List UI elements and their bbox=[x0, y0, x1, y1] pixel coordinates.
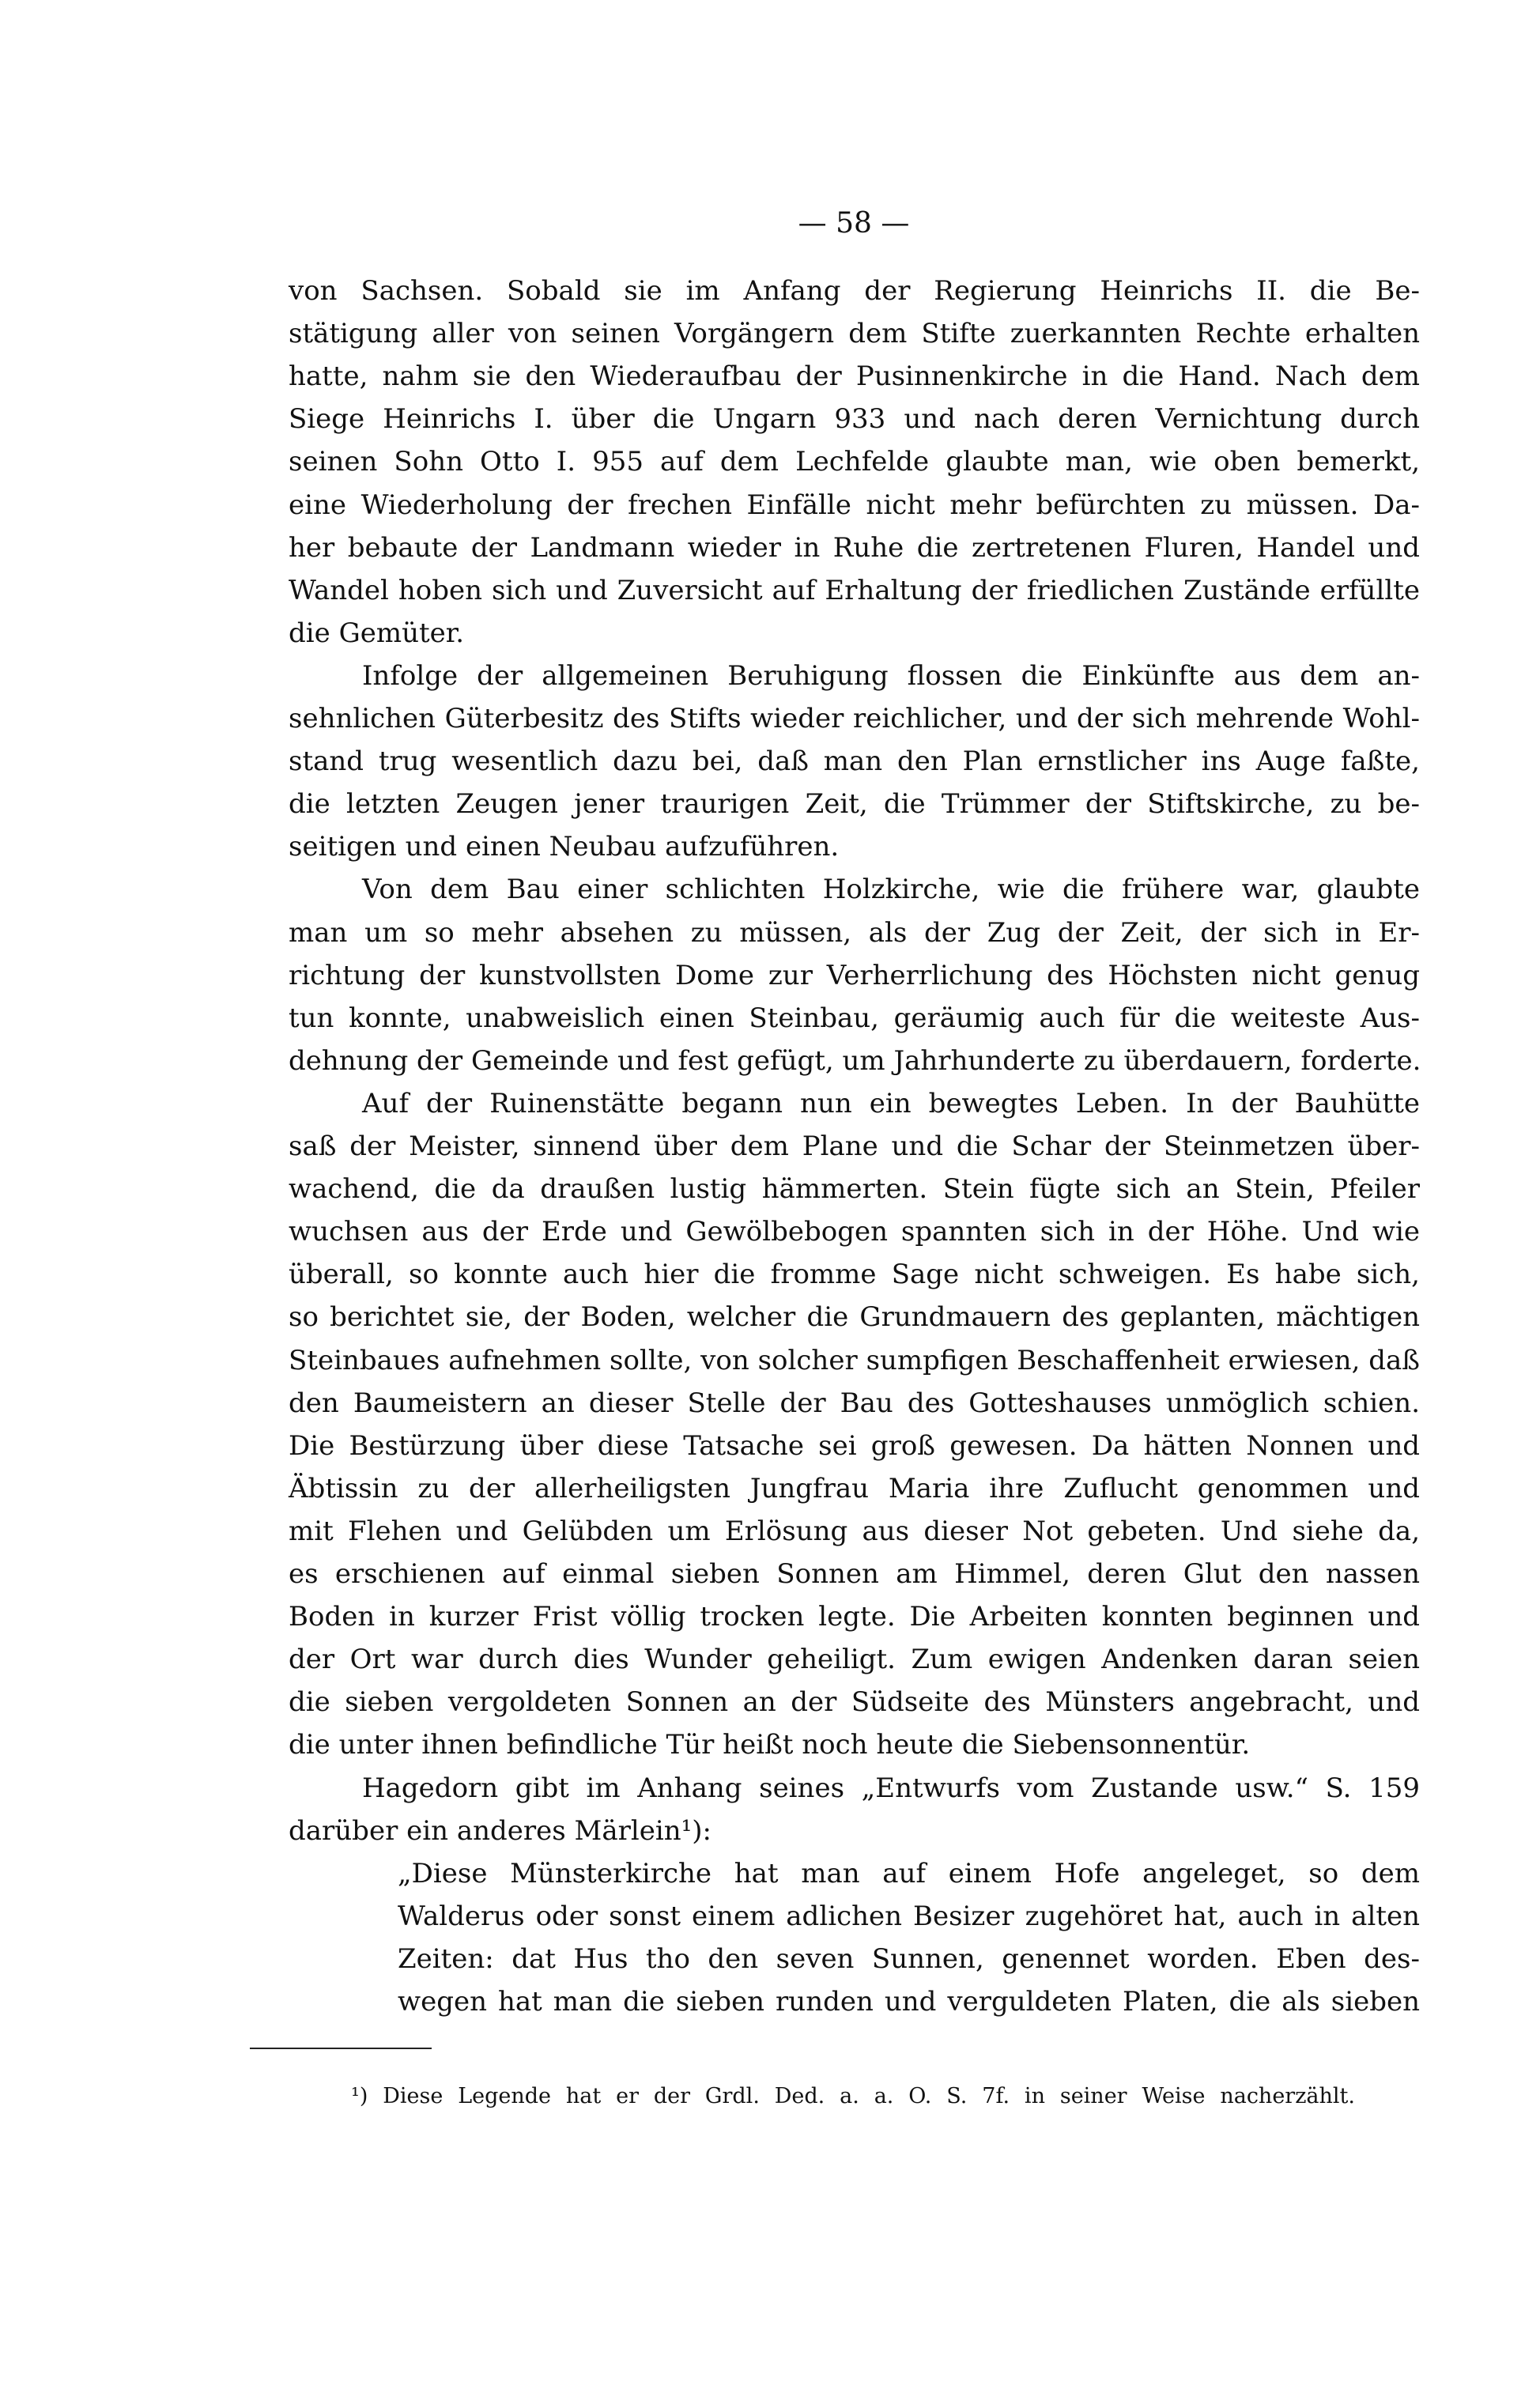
text-line: Walderus oder sonst einem adlichen Besizer zugehöret hat, auch in alten bbox=[398, 1900, 1420, 1932]
text-line: die sieben vergoldeten Sonnen an der Südseite des Münsters angebracht, und bbox=[289, 1686, 1420, 1719]
text-line: her bebaute der Landmann wieder in Ruhe die zertretenen Fluren, Handel und bbox=[289, 531, 1420, 564]
text-line: darüber ein anderes Märlein¹): bbox=[289, 1814, 711, 1847]
text-line: Infolge der allgemeinen Beruhigung flossen die Einkünfte aus dem an- bbox=[362, 659, 1420, 692]
text-line: sehnlichen Güterbesitz des Stifts wieder reichlicher, und der sich mehrende Wohl- bbox=[289, 703, 1420, 734]
text-line: Hagedorn gibt im Anhang seines „Entwurfs vom Zustande usw.“ S. 159 bbox=[362, 1772, 1420, 1804]
text-line: stand trug wesentlich dazu bei, daß man den Plan ernstlicher ins Auge faßte, bbox=[289, 746, 1420, 778]
text-line: saß der Meister, sinnend über dem Plane und die Schar der Steinmetzen über- bbox=[289, 1131, 1420, 1162]
text-line: richtung der kunstvollsten Dome zur Verherrlichung des Höchsten nicht genug bbox=[289, 959, 1420, 991]
text-line: überall, so konnte auch hier die fromme Sage nicht schweigen. Es habe sich, bbox=[289, 1259, 1420, 1291]
text-line: die unter ihnen befindliche Tür heißt noch heute die Siebensonnentür. bbox=[289, 1729, 1251, 1761]
text-line: die letzten Zeugen jener traurigen Zeit, die Trümmer der Stiftskirche, zu be- bbox=[289, 788, 1420, 821]
text-line: Die Bestürzung über diese Tatsache sei groß gewesen. Da hätten Nonnen und bbox=[289, 1429, 1420, 1462]
text-line: die Gemüter. bbox=[289, 617, 465, 649]
text-line: Auf der Ruinenstätte begann nun ein bewegtes Leben. In der Bauhütte bbox=[362, 1087, 1420, 1119]
text-line: Boden in kurzer Frist völlig trocken legte. Die Arbeiten konnten beginnen und bbox=[289, 1601, 1420, 1633]
text-line: Äbtissin zu der allerheiligsten Jungfrau Maria ihre Zuflucht genommen und bbox=[289, 1472, 1420, 1504]
text-line: von Sachsen. Sobald sie im Anfang der Regierung Heinrichs II. die Be- bbox=[289, 275, 1420, 307]
text-line: es erschienen auf einmal sieben Sonnen am Himmel, deren Glut den nassen bbox=[289, 1558, 1420, 1590]
text-line: wachend, die da draußen lustig hämmerten. Stein fügte sich an Stein, Pfeiler bbox=[289, 1173, 1420, 1206]
text-line: wegen hat man die sieben runden und verguldeten Platen, die als sieben bbox=[398, 1986, 1420, 2018]
page-number: — 58 — bbox=[798, 207, 910, 240]
text-line: eine Wiederholung der frechen Einfälle nicht mehr befürchten zu müssen. Da- bbox=[289, 489, 1420, 521]
text-line: Wandel hoben sich und Zuversicht auf Erhaltung der friedlichen Zustände erfüllte bbox=[289, 574, 1420, 606]
footnote: ¹) Diese Legende hat er der Grdl. Ded. a. a. O. S. 7f. in seiner Weise nacherzählt. bbox=[351, 2084, 1355, 2108]
text-line: Von dem Bau einer schlichten Holzkirche, wie die frühere war, glaubte bbox=[362, 874, 1420, 906]
text-line: Zeiten: dat Hus tho den seven Sunnen, genennet worden. Eben des- bbox=[398, 1942, 1420, 1975]
text-line: wuchsen aus der Erde und Gewölbebogen spannten sich in der Höhe. Und wie bbox=[289, 1216, 1420, 1248]
text-line: der Ort war durch dies Wunder geheiligt. Zum ewigen Andenken daran seien bbox=[289, 1644, 1420, 1676]
text-line: seitigen und einen Neubau aufzuführen. bbox=[289, 831, 840, 863]
text-line: „Diese Münsterkirche hat man auf einem Hofe angeleget, so dem bbox=[398, 1857, 1420, 1889]
text-line: stätigung aller von seinen Vorgängern dem Stifte zuerkannten Rechte erhalten bbox=[289, 318, 1420, 350]
text-line: mit Flehen und Gelübden um Erlösung aus dieser Not gebeten. Und siehe da, bbox=[289, 1515, 1420, 1547]
text-line: seinen Sohn Otto I. 955 auf dem Lechfelde glaubte man, wie oben bemerkt, bbox=[289, 446, 1420, 478]
text-line: den Baumeistern an dieser Stelle der Bau des Gotteshauses unmöglich schien. bbox=[289, 1387, 1420, 1419]
text-line: man um so mehr absehen zu müssen, als der Zug der Zeit, der sich in Er- bbox=[289, 916, 1420, 949]
text-line: hatte, nahm sie den Wiederaufbau der Pusinnenkirche in die Hand. Nach dem bbox=[289, 360, 1420, 393]
footnote-divider bbox=[250, 2048, 432, 2049]
text-line: tun konnte, unabweislich einen Steinbau, geräumig auch für die weiteste Aus- bbox=[289, 1002, 1420, 1034]
text-line: Steinbaues aufnehmen sollte, von solcher sumpfigen Beschaffenheit erwiesen, daß bbox=[289, 1344, 1420, 1376]
text-line: dehnung der Gemeinde und fest gefügt, um Jahrhunderte zu überdauern, forderte. bbox=[289, 1044, 1421, 1077]
text-line: so berichtet sie, der Boden, welcher die Grundmauern des geplanten, mächtigen bbox=[289, 1301, 1420, 1334]
text-line: Siege Heinrichs I. über die Ungarn 933 und nach deren Vernichtung durch bbox=[289, 403, 1420, 436]
